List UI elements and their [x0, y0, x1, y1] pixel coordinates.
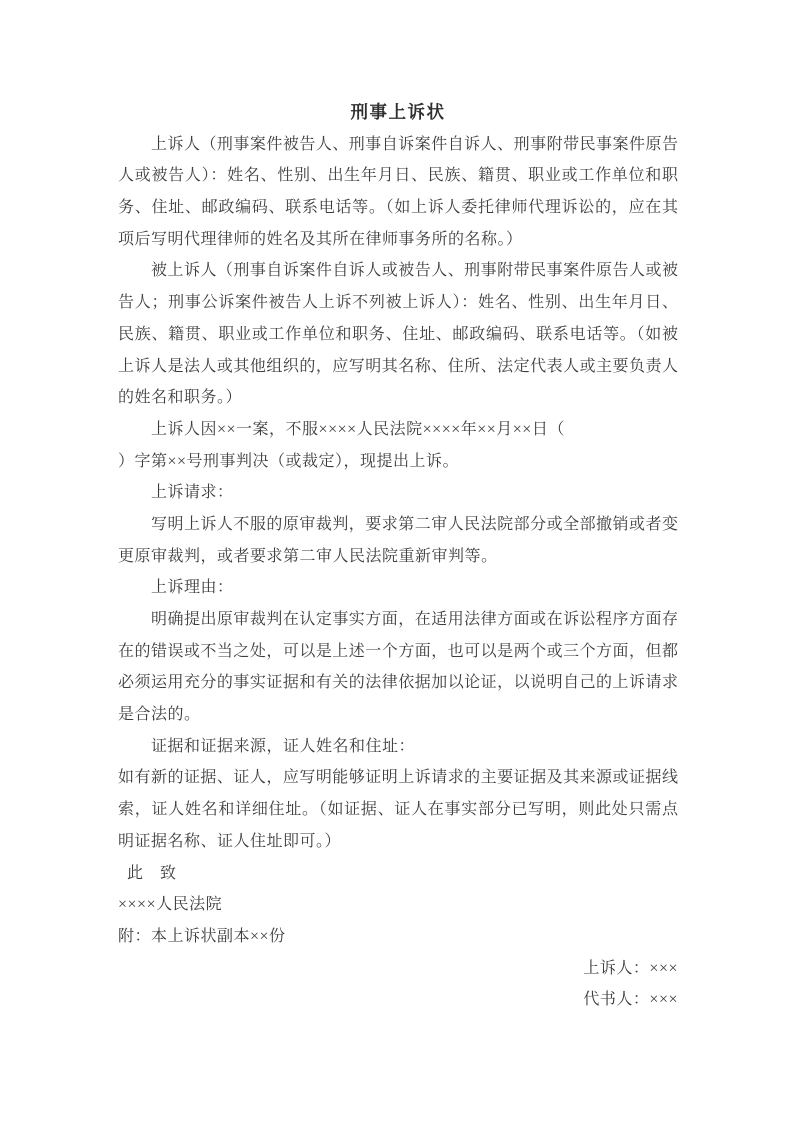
signature-block — [118, 953, 678, 1016]
appeal-request-body-line-2: 更原审裁判，或者要求第二审人民法院重新审判等。 — [118, 547, 498, 565]
appellant-info — [118, 129, 678, 256]
evidence-body-line-2: 索，证人姓名和详细住址。（如证据、证人在事实部分已写明，则此处只需点 — [118, 801, 678, 819]
evidence-heading — [118, 731, 678, 763]
appellee-info-line-1: 被上诉人（刑事自诉案件自诉人或被告人、刑事附带民事案件原告人或被 — [151, 262, 678, 280]
appeal-grounds-body — [118, 604, 678, 731]
appeal-request-body-line-1: 写明上诉人不服的原审裁判，要求第二审人民法院部分或全部撤销或者变 — [151, 515, 678, 533]
appeal-request-heading — [118, 477, 678, 509]
appeal-grounds-body-line-2: 在的错误或不当之处，可以是上述一个方面，也可以是两个或三个方面，但都 — [118, 642, 678, 660]
appeal-request-heading-line-1: 上诉请求： — [151, 484, 234, 502]
appellee-info-line-3: 民族、籍贯、职业或工作单位和职务、住址、邮政编码、联系电话等。（如被 — [118, 325, 678, 343]
appeal-request-body — [118, 509, 678, 572]
case-summary-line-2: ）字第××号刑事判决（或裁定），现提出上诉。 — [118, 452, 460, 470]
appeal-grounds-heading — [118, 572, 678, 604]
case-summary — [118, 414, 678, 477]
appeal-grounds-heading-line-1: 上诉理由： — [151, 579, 234, 597]
evidence-body-line-1: 如有新的证据、证人，应写明能够证明上诉请求的主要证据及其来源或证据线 — [118, 769, 678, 787]
court-name-line-1: ××××人民法院 — [118, 896, 223, 914]
appellant-signature: 上诉人：××× — [583, 959, 678, 977]
appellee-info-line-5: 的姓名和职务。） — [118, 389, 243, 407]
evidence-body — [118, 762, 678, 857]
appellee-info — [118, 255, 678, 413]
appellee-info-line-2: 告人；刑事公诉案件被告人上诉不列被上诉人）：姓名、性别、出生年月日、 — [118, 294, 678, 312]
closing-salutation — [118, 858, 678, 890]
attachment-note — [118, 921, 678, 953]
appellant-info-line-1: 上诉人（刑事案件被告人、刑事自诉案件自诉人、刑事附带民事案件原告 — [151, 135, 678, 153]
appeal-grounds-body-line-3: 必须运用充分的事实证据和有关的法律依据加以论证，以说明自己的上诉请求 — [118, 674, 678, 692]
attachment-note-line-1: 附：本上诉状副本××份 — [118, 927, 286, 945]
appeal-grounds-body-line-1: 明确提出原审裁判在认定事实方面，在适用法律方面或在诉讼程序方面存 — [151, 611, 678, 628]
document-body — [118, 129, 678, 953]
appellant-info-line-2: 人或被告人）：姓名、性别、出生年月日、民族、籍贯、职业或工作单位和职 — [118, 167, 678, 185]
scribe-signature: 代书人：××× — [583, 991, 678, 1009]
closing-salutation-line-1: 此 致 — [127, 864, 177, 882]
case-summary-line-1: 上诉人因××一案，不服××××人民法院××××年××月××日（ — [151, 420, 565, 438]
appellee-info-line-4: 上诉人是法人或其他组织的，应写明其名称、住所、法定代表人或主要负责人 — [118, 357, 678, 375]
evidence-body-line-3: 明证据名称、证人住址即可。） — [118, 832, 342, 850]
document-title: 刑事上诉状 — [350, 102, 446, 122]
appellant-info-line-4: 项后写明代理律师的姓名及其所在律师事务所的名称。） — [118, 230, 523, 248]
appellant-info-line-3: 务、住址、邮政编码、联系电话等。（如上诉人委托律师代理诉讼的，应在其 — [118, 199, 678, 217]
appeal-grounds-body-line-4: 是合法的。 — [118, 706, 201, 724]
court-name — [118, 889, 678, 921]
evidence-heading-line-1: 证据和证据来源，证人姓名和住址： — [151, 737, 416, 755]
